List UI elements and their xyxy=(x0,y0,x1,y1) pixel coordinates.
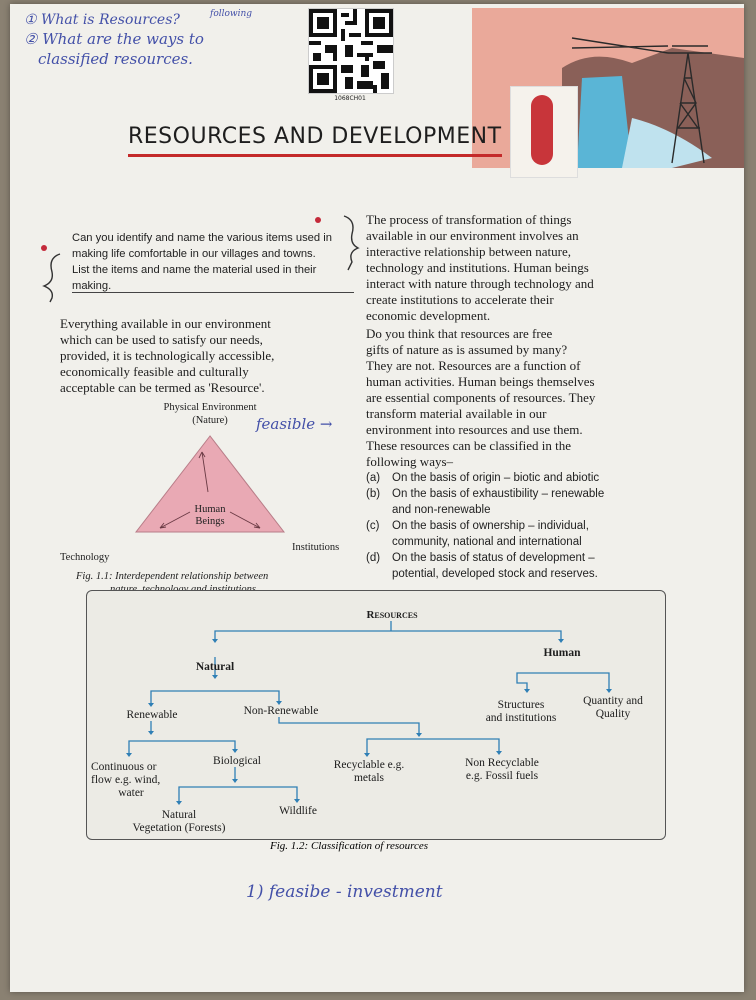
list-marker: (d) xyxy=(366,552,381,564)
list-item-line: and non-renewable xyxy=(392,504,491,516)
paragraph-line: create institutions to accelerate their xyxy=(366,292,554,307)
node-continuous-line1: Continuous or xyxy=(91,761,157,773)
node-resources: Resources xyxy=(366,609,418,621)
paragraph-line: interact with nature through technology and xyxy=(366,276,594,291)
fig-1-1-caption-line1: Fig. 1.1: Interdependent relationship between xyxy=(76,571,269,582)
node-recyclable-line2: metals xyxy=(353,772,385,784)
paragraph-line: following ways– xyxy=(366,454,454,469)
fig-1-2-caption: Fig. 1.2: Classification of resources xyxy=(270,840,429,852)
paragraph-line: economic development. xyxy=(366,308,491,323)
node-non-recyclable-line2: e.g. Fossil fuels xyxy=(465,770,539,782)
chapter-number-card xyxy=(510,86,578,178)
triangle-center-line2: Beings xyxy=(195,516,225,527)
paragraph-line: transform material available in our xyxy=(366,406,547,421)
handwritten-footer-note: 1) feasibe - investment xyxy=(246,882,443,902)
list-item-line: On the basis of exhaustibility – renewable xyxy=(392,488,605,500)
classification-list xyxy=(366,470,666,582)
node-structures-line1: Structures xyxy=(497,699,545,711)
node-continuous-line2: flow e.g. wind, xyxy=(91,774,161,786)
handwritten-note-2: ② What are the ways to xyxy=(24,30,204,48)
chapter-number xyxy=(511,127,577,128)
definition-line: acceptable can be termed as 'Resource'. xyxy=(60,380,265,395)
handwritten-annotation-feasible: feasible → xyxy=(256,415,333,433)
list-item-line: On the basis of status of development – xyxy=(392,552,595,564)
triangle-center-line1: Human xyxy=(194,504,226,515)
left-bracket-icon xyxy=(38,240,68,309)
handwritten-note-3: classified resources. xyxy=(38,50,193,68)
node-quality-line2: Quality xyxy=(595,708,631,720)
node-biological: Biological xyxy=(213,755,261,767)
node-non-renewable: Non-Renewable xyxy=(243,705,319,717)
paragraph-line: These resources can be classified in the xyxy=(366,438,572,453)
transformation-paragraph xyxy=(366,212,666,324)
intro-box-divider xyxy=(72,292,354,293)
triangle-label-top-sub: (Nature) xyxy=(192,415,228,426)
textbook-page xyxy=(10,4,744,992)
paragraph-line: environment into resources and use them. xyxy=(366,422,583,437)
classification-list-item xyxy=(366,470,666,486)
resource-definition xyxy=(60,316,360,396)
node-structures-line2: and institutions xyxy=(485,712,557,724)
paragraph-line: The process of transformation of things xyxy=(366,212,572,227)
qr-code-label: 1068CH01 xyxy=(334,95,366,102)
triangle-label-left: Technology xyxy=(60,552,110,563)
list-item-line: On the basis of origin – biotic and abiotic xyxy=(392,472,600,484)
paragraph-line: Do you think that resources are free xyxy=(366,326,553,341)
node-natural-vegetation-line1: Natural xyxy=(161,809,197,821)
node-human: Human xyxy=(543,647,581,659)
triangle-label-right: Institutions xyxy=(292,542,340,553)
title-underline xyxy=(128,154,502,157)
paragraph-line: available in our environment involves an xyxy=(366,228,579,243)
intro-activity-box: Can you identify and name the various items used in making life comfortable in our villages and towns. List the items and name the material used in their making. xyxy=(72,232,332,292)
paragraph-line: interactive relationship between nature, xyxy=(366,244,572,259)
classification-list-item xyxy=(366,550,666,582)
node-natural-vegetation-line2: Vegetation (Forests) xyxy=(132,822,226,834)
definition-line: which can be used to satisfy our needs, xyxy=(60,332,263,347)
classification-diagram xyxy=(86,590,666,840)
list-item-line: On the basis of ownership – individual, xyxy=(392,520,589,532)
definition-line: economically feasible and culturally xyxy=(60,364,249,379)
node-recyclable-line1: Recyclable e.g. xyxy=(333,759,405,771)
paragraph-line: are essential components of resources. They xyxy=(366,390,596,405)
paragraph-line: technology and institutions. Human beings xyxy=(366,260,589,275)
node-non-recyclable-line1: Non Recyclable xyxy=(465,757,539,769)
qr-code-icon xyxy=(308,8,394,94)
resources-paragraph xyxy=(366,326,666,470)
list-item-line: community, national and international xyxy=(392,536,582,548)
handwritten-note-following: following xyxy=(210,9,253,19)
paragraph-line: They are not. Resources are a function of xyxy=(366,358,581,373)
node-wildlife: Wildlife xyxy=(279,805,317,817)
handwritten-note-1: ① What is Resources? xyxy=(24,12,180,28)
definition-line: provided, it is technologically accessible, xyxy=(60,348,275,363)
page-title: RESOURCES AND DEVELOPMENT xyxy=(128,124,502,149)
classification-list-item xyxy=(366,518,666,550)
node-natural: Natural xyxy=(195,661,235,673)
classification-list-item xyxy=(366,486,666,518)
node-renewable: Renewable xyxy=(126,709,178,721)
definition-line: Everything available in our environment xyxy=(60,316,271,331)
paragraph-line: gifts of nature as is assumed by many? xyxy=(366,342,568,357)
list-item-line: potential, developed stock and reserves. xyxy=(392,568,598,580)
node-continuous-line3: water xyxy=(118,787,144,799)
list-marker: (b) xyxy=(366,488,381,500)
list-marker: (c) xyxy=(366,520,380,532)
triangle-label-top: Physical Environment xyxy=(163,402,257,413)
node-quality-line1: Quantity and xyxy=(583,695,643,707)
paragraph-line: human activities. Human beings themselves xyxy=(366,374,595,389)
list-marker: (a) xyxy=(366,472,381,484)
